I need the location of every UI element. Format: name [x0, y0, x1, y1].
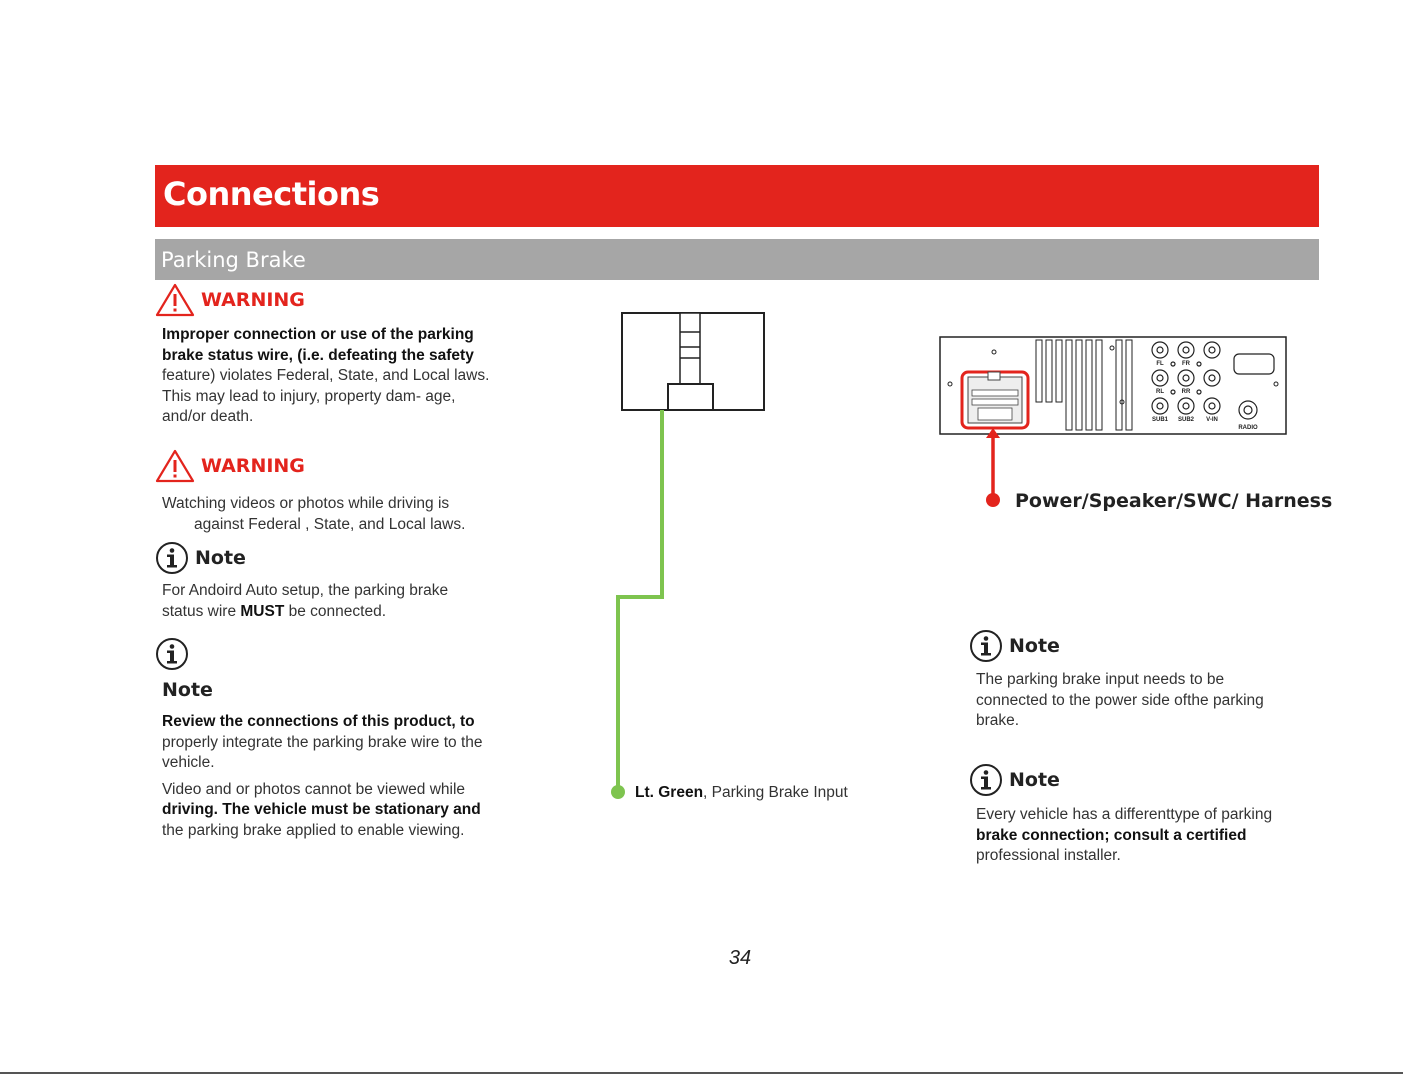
note-text: be connected.: [284, 602, 387, 620]
warning-triangle-icon: [155, 449, 195, 483]
connector-label: SUB2: [1177, 417, 1195, 423]
section-title-bar: [155, 239, 1319, 280]
note-heading-3: [969, 629, 1060, 663]
connector-label: RADIO: [1238, 425, 1258, 431]
connector-slot: [680, 313, 700, 385]
chapter-title-bar: [155, 165, 1319, 227]
note-text: Every vehicle has a differenttype of parking: [976, 806, 1273, 823]
connector-label: RL: [1156, 389, 1164, 395]
parking-brake-wire-diagram: [600, 300, 900, 820]
wire-color-name: Lt. Green: [635, 784, 704, 801]
connector-label: V-IN: [1206, 417, 1218, 423]
note-bold: MUST: [240, 602, 285, 620]
connector-label: FL: [1156, 361, 1164, 367]
green-wire: [618, 410, 662, 790]
note-label: Note: [1009, 635, 1060, 657]
page-number: 34: [728, 947, 752, 969]
connector-label: FR: [1182, 361, 1190, 367]
note-text: the parking brake applied to enable viewing.: [162, 821, 465, 839]
note-heading-1: [155, 541, 246, 575]
note-text: properly integrate the parking brake wire to the vehicle.: [162, 733, 483, 771]
warning-body-text: feature) violates Federal, State, and Local laws. This may lead to injury, property dam- age, and/or death.: [162, 367, 490, 425]
info-icon: [155, 541, 189, 575]
pointer-dot: [986, 493, 1000, 507]
note-label: Note: [162, 679, 213, 701]
info-icon: [155, 637, 189, 671]
warning-line-1: Watching videos or photos while driving is: [162, 495, 450, 512]
wire-description: , Parking Brake Input: [703, 784, 848, 801]
connector-pin: [668, 384, 713, 410]
bottom-rule: [0, 1072, 1403, 1074]
note-label: Note: [1009, 769, 1060, 791]
warning-label: WARNING: [201, 455, 305, 477]
note-text-1: [162, 581, 482, 622]
note-text-2: [162, 712, 492, 841]
connector-label: RR: [1181, 389, 1191, 395]
note-label: Note: [195, 547, 246, 569]
warning-bold-text: Improper connection or use of the parking brake status wire, (i.e. defeating the safety: [162, 326, 474, 364]
warning-text-1: [162, 325, 492, 428]
section-title: Parking Brake: [161, 248, 306, 272]
warning-text-2: [162, 494, 492, 535]
warning-label: WARNING: [201, 289, 305, 311]
warning-heading-2: [155, 449, 305, 483]
note-text-3: The parking brake input needs to be connected to the power side ofthe parking brake.: [976, 671, 1264, 729]
connector-label: SUB1: [1151, 417, 1169, 423]
wire-end-dot: [611, 785, 625, 799]
info-icon: [969, 629, 1003, 663]
warning-triangle-icon: [155, 283, 195, 317]
info-icon: [969, 763, 1003, 797]
harness-label: Power/Speaker/SWC/ Harness: [1015, 490, 1333, 512]
note-text: Video and or photos cannot be viewed while: [162, 780, 466, 798]
warning-heading-1: [155, 283, 305, 317]
head-unit-rear-panel: [936, 332, 1292, 512]
note-heading-2-icon-wrap: [155, 637, 189, 676]
note-text: professional installer.: [976, 847, 1121, 864]
wire-label: [635, 784, 848, 802]
note-heading-4: [969, 763, 1060, 797]
note-bold: driving. The vehicle must be stationary and: [162, 801, 481, 818]
note-bold: brake connection; consult a certified: [976, 826, 1247, 844]
chapter-title: Connections: [163, 175, 380, 213]
note-text-4: [976, 805, 1306, 867]
note-bold: Review the connections of this product, to: [162, 713, 475, 730]
warning-line-2: against Federal , State, and Local laws.: [194, 515, 466, 533]
note-text: For Andoird Auto setup, the parking brake status wire: [162, 582, 449, 620]
